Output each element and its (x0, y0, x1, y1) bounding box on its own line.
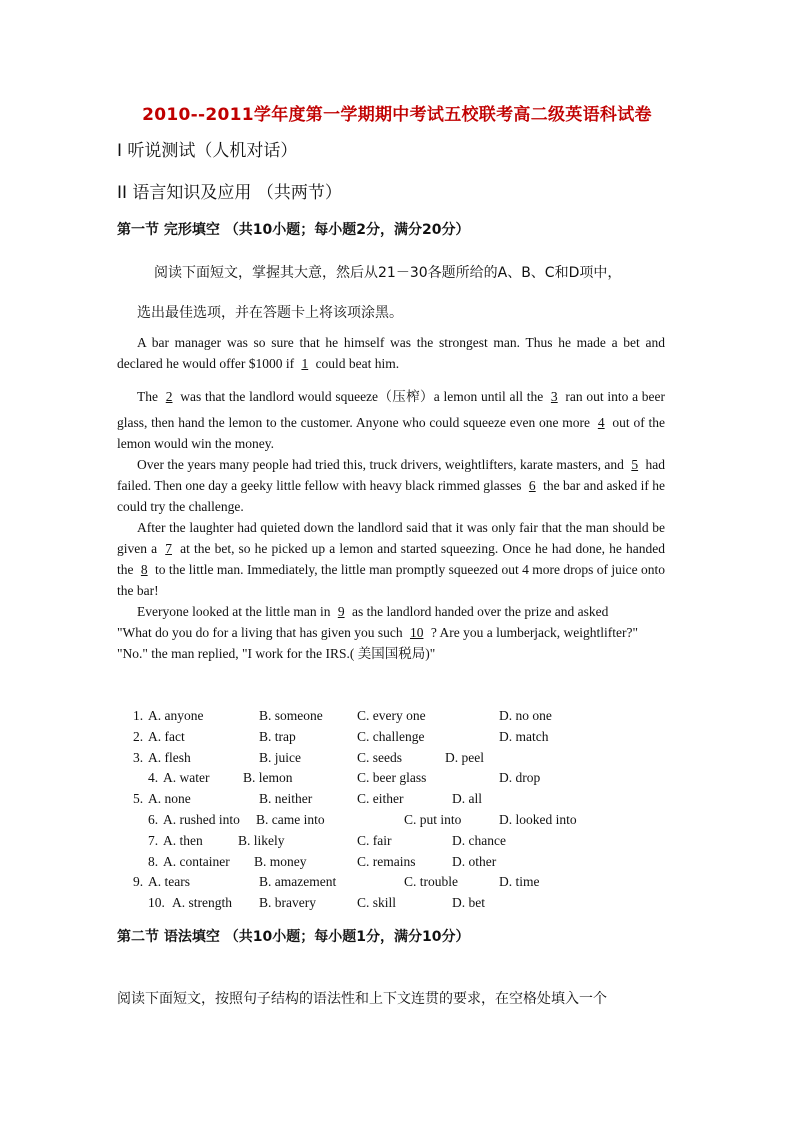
blank-3: 3 (550, 389, 558, 404)
option-c: C. trouble (404, 874, 458, 890)
passage-text: at the bet, so he picked up a lemon and started squeezing. Once he had done, he handed the (117, 541, 666, 577)
passage-text: The (137, 389, 158, 404)
passage-paragraph-5 (117, 601, 665, 622)
option-c: C. every one (357, 708, 426, 723)
option-d: D. chance (452, 832, 506, 848)
option-a: A. water (163, 770, 210, 786)
option-a: A. fact (148, 728, 185, 744)
option-number: 8. (148, 853, 159, 869)
passage-text: had failed. Then one day a geeky little fellow with heavy black rimmed glasses (117, 457, 666, 493)
option-row-8 (0, 854, 794, 875)
option-d: D. drop (499, 770, 541, 786)
blank-5: 5 (631, 457, 639, 472)
passage-paragraph-6 (117, 622, 665, 643)
option-b: B. trap (259, 728, 296, 744)
passage-paragraph-2 (117, 382, 665, 454)
passage-text: as the landlord handed over the prize and asked (351, 604, 609, 619)
blank-1: 1 (301, 356, 309, 371)
option-d: D. time (499, 874, 540, 890)
option-a: A. then (163, 832, 203, 848)
blank-2: 2 (165, 389, 173, 404)
section2-instruction: 阅读下面短文，按照句子结构的语法性和上下文连贯的要求，在空格处填入一个 (117, 991, 607, 1007)
option-b: B. someone (259, 708, 323, 723)
option-d: D. looked into (499, 811, 577, 827)
passage-text: ? Are you a lumberjack, weightlifter?" (430, 625, 639, 640)
option-b: B. juice (259, 749, 301, 765)
option-number: 5. (133, 791, 144, 807)
option-c: C. challenge (357, 728, 425, 744)
passage-text: A bar manager was so sure that he himself was the strongest man. Thus he made a bet and declared he would offer $1000 if (117, 335, 665, 371)
option-row-4 (0, 770, 794, 791)
option-row-1 (0, 708, 794, 729)
option-number: 6. (148, 811, 159, 827)
option-b: B. came into (256, 811, 325, 827)
option-row-6 (0, 812, 794, 833)
exam-title: 2010--2011学年度第一学期期中考试五校联考高二级英语科试卷 (142, 105, 652, 125)
option-b: B. likely (238, 832, 285, 848)
option-number: 2. (133, 728, 144, 744)
passage-text: to the little man. Immediately, the little man promptly squeezed out 4 more drops of juice onto the bar! (117, 562, 665, 598)
part2-heading: II 语言知识及应用 （共两节） (117, 183, 342, 203)
option-row-3 (0, 750, 794, 771)
option-d: D. match (499, 728, 549, 744)
passage-text: Everyone looked at the little man in (137, 604, 331, 619)
option-number: 9. (133, 874, 144, 890)
option-a: A. tears (148, 874, 190, 890)
passage-paragraph-7: "No." the man replied, "I work for the IRS.( 美国国税局)" (117, 646, 436, 661)
passage-text: After the laughter had quieted down the landlord said that it was only fair that the man should be given a (117, 520, 665, 556)
option-c: C. remains (357, 853, 416, 869)
passage-paragraph-3 (117, 454, 665, 517)
option-b: B. bravery (259, 895, 316, 911)
option-row-9 (0, 874, 794, 895)
option-c: C. skill (357, 895, 397, 911)
passage-text: out of the lemon would win the money. (117, 415, 666, 451)
option-b: B. amazement (259, 874, 337, 890)
option-b: B. money (254, 853, 307, 869)
option-number: 3. (133, 749, 144, 765)
option-c: C. either (357, 791, 404, 807)
blank-10: 10 (409, 625, 424, 640)
blank-7: 7 (165, 541, 172, 556)
passage-text: "What do you do for a living that has given you such (117, 625, 403, 640)
option-a: A. flesh (148, 749, 191, 765)
blank-8: 8 (140, 562, 148, 577)
option-c: C. fair (357, 832, 392, 848)
option-number: 1. (133, 708, 144, 723)
cloze-passage (117, 332, 665, 664)
option-number: 10. (148, 895, 165, 911)
passage-paragraph-1 (117, 332, 665, 374)
option-a: A. strength (172, 895, 232, 911)
blank-4: 4 (597, 415, 605, 430)
passage-text: the bar and asked if he could try the challenge. (117, 478, 666, 514)
option-b: B. lemon (243, 770, 293, 786)
passage-text: ran out into a beer glass, then hand the lemon to the customer. Anyone who could squeeze even one more (117, 389, 666, 430)
option-row-10 (0, 895, 794, 916)
option-number: 7. (148, 832, 159, 848)
option-a: A. anyone (148, 708, 204, 723)
option-d: D. other (452, 853, 497, 869)
option-a: A. rushed into (163, 811, 240, 827)
section2-heading: 第二节 语法填空 （共10小题；每小题1分，满分10分） (117, 929, 470, 945)
option-row-5 (0, 791, 794, 812)
option-c: C. seeds (357, 749, 402, 765)
section1-heading: 第一节 完形填空 （共10小题；每小题2分，满分20分） (117, 222, 470, 238)
passage-text: Over the years many people had tried this, truck drivers, weightlifters, karate masters, and (137, 457, 624, 472)
section1-instruction-line1: 阅读下面短文，掌握其大意，然后从21－30各题所给的A、B、C和D项中， (154, 265, 622, 281)
blank-9: 9 (337, 604, 345, 619)
option-d: D. no one (499, 708, 552, 723)
passage-paragraph-4 (117, 517, 665, 601)
blank-6: 6 (528, 478, 536, 493)
option-c: C. beer glass (357, 770, 427, 786)
answer-options (0, 708, 794, 916)
option-d: D. bet (452, 895, 485, 911)
option-row-2 (0, 729, 794, 750)
option-d: D. all (452, 791, 482, 807)
option-a: A. none (148, 791, 191, 807)
part1-heading: I 听说测试（人机对话） (117, 141, 298, 161)
option-a: A. container (163, 853, 230, 869)
option-d: D. peel (445, 749, 484, 765)
section1-instruction-line2: 选出最佳选项，并在答题卡上将该项涂黑。 (137, 305, 403, 321)
passage-text: could beat him. (315, 356, 400, 371)
passage-text: was that the landlord would squeeze（压榨）a lemon until all the (180, 389, 544, 404)
option-c: C. put into (404, 811, 462, 827)
option-b: B. neither (259, 791, 313, 807)
option-number: 4. (148, 770, 159, 786)
option-row-7 (0, 833, 794, 854)
